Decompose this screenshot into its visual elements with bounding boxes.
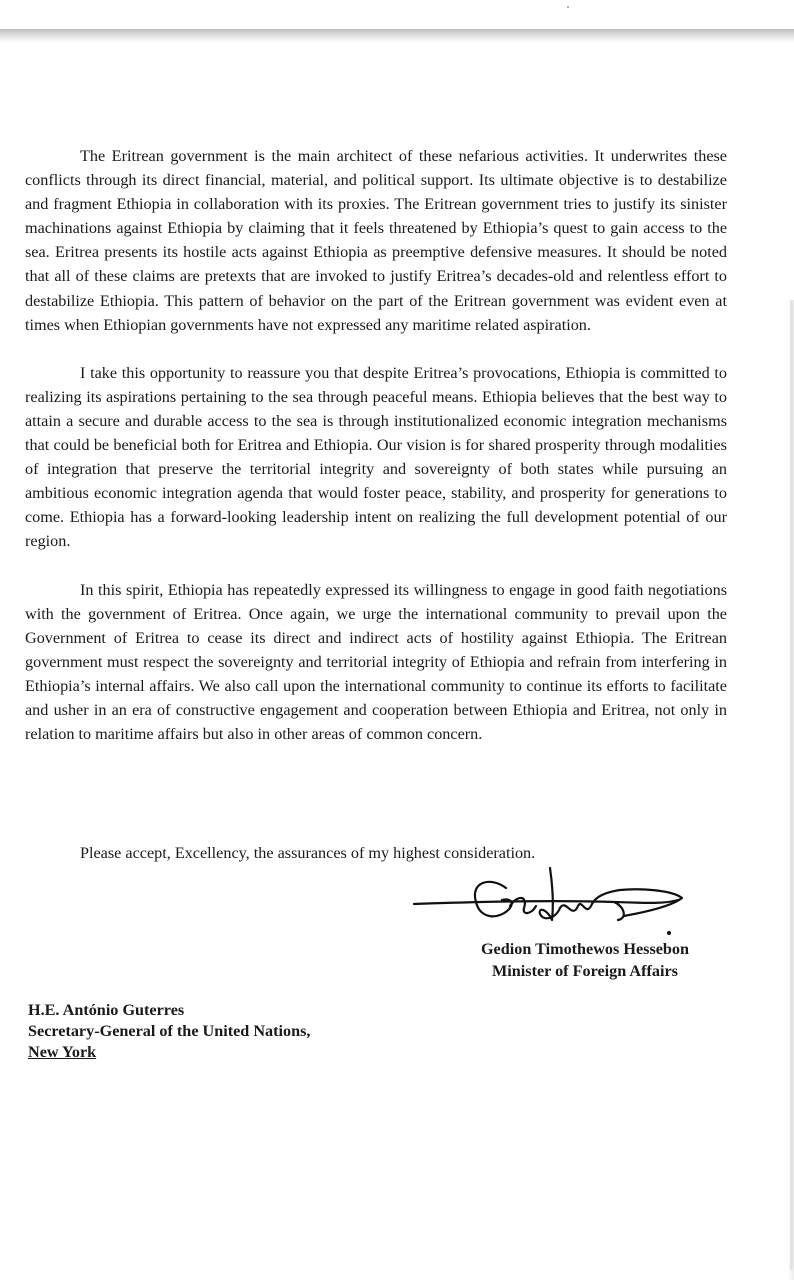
signer-name: Gedion Timothewos Hessebon <box>480 940 690 958</box>
signer-block <box>440 938 730 982</box>
letter-body <box>25 144 727 746</box>
scrollbar-thumb[interactable] <box>790 300 793 1270</box>
closing-line: Please accept, Excellency, the assurances of my highest consideration. <box>80 844 536 862</box>
paragraph-peaceful-means: I take this opportunity to reassure you that despite Eritrea’s provocations, Ethiopia is committed to realizing its aspirations pertaining to the sea through peaceful means. Ethiopia believes that the best way to attain a secure and durable access to the sea is through institutionalized economic integration mechanisms that could be beneficial both for Eritrea and Ethiopia. Our vision is for shared prosperity through modalities of integration that preserve the territorial integrity and sovereignty of both states while pursuing an ambitious economic integration agenda that would foster peace, stability, and prosperity for generations to come. Ethiopia has a forward-looking leadership intent on realizing the full development potential of our region. <box>25 363 727 551</box>
signature-image <box>410 862 730 942</box>
top-bar <box>0 0 794 30</box>
signer-title: Minister of Foreign Affairs <box>492 962 678 980</box>
paragraph-eritrea-activities: The Eritrean government is the main architect of these nefarious activities. It underwrites these conflicts through its direct financial, material, and political support. Its ultimate objective is to destabilize and fragment Ethiopia in collaboration with its proxies. The Eritrean government tries to justify its sinister machinations against Ethiopia by claiming that it feels threatened by Ethiopia’s quest to gain access to the sea. Eritrea presents its hostile acts against Ethiopia as preemptive defensive measures. It should be noted that all of these claims are pretexts that are invoked to justify Eritrea’s decades-old and relentless effort to destabilize Ethiopia. This pattern of behavior on the part of the Eritrean government was evident even at times when Ethiopian governments have not expressed any maritime related aspiration. <box>25 147 727 334</box>
paragraph-good-faith: In this spirit, Ethiopia has repeatedly expressed its willingness to engage in good faith negotiations with the government of Eritrea. Once again, we urge the international community to prevail upon the Government of Eritrea to cease its direct and indirect acts of hostility against Ethiopia. The Eritrean government must respect the sovereignty and territorial integrity of Ethiopia and refrain from interfering in Ethiopia’s internal affairs. We also call upon the international community to continue its efforts to facilitate and usher in an era of constructive engagement and cooperation between Ethiopia and Eritrea, not only in relation to maritime affairs but also in other areas of common concern. <box>25 580 727 744</box>
recipient-position: Secretary-General of the United Nations, <box>28 1022 311 1040</box>
recipient-city: New York <box>28 1043 97 1061</box>
recipient-block <box>28 1000 310 1063</box>
top-shadow <box>0 29 794 43</box>
top-dot <box>567 6 569 8</box>
recipient-name: H.E. António Guterres <box>28 1001 185 1019</box>
